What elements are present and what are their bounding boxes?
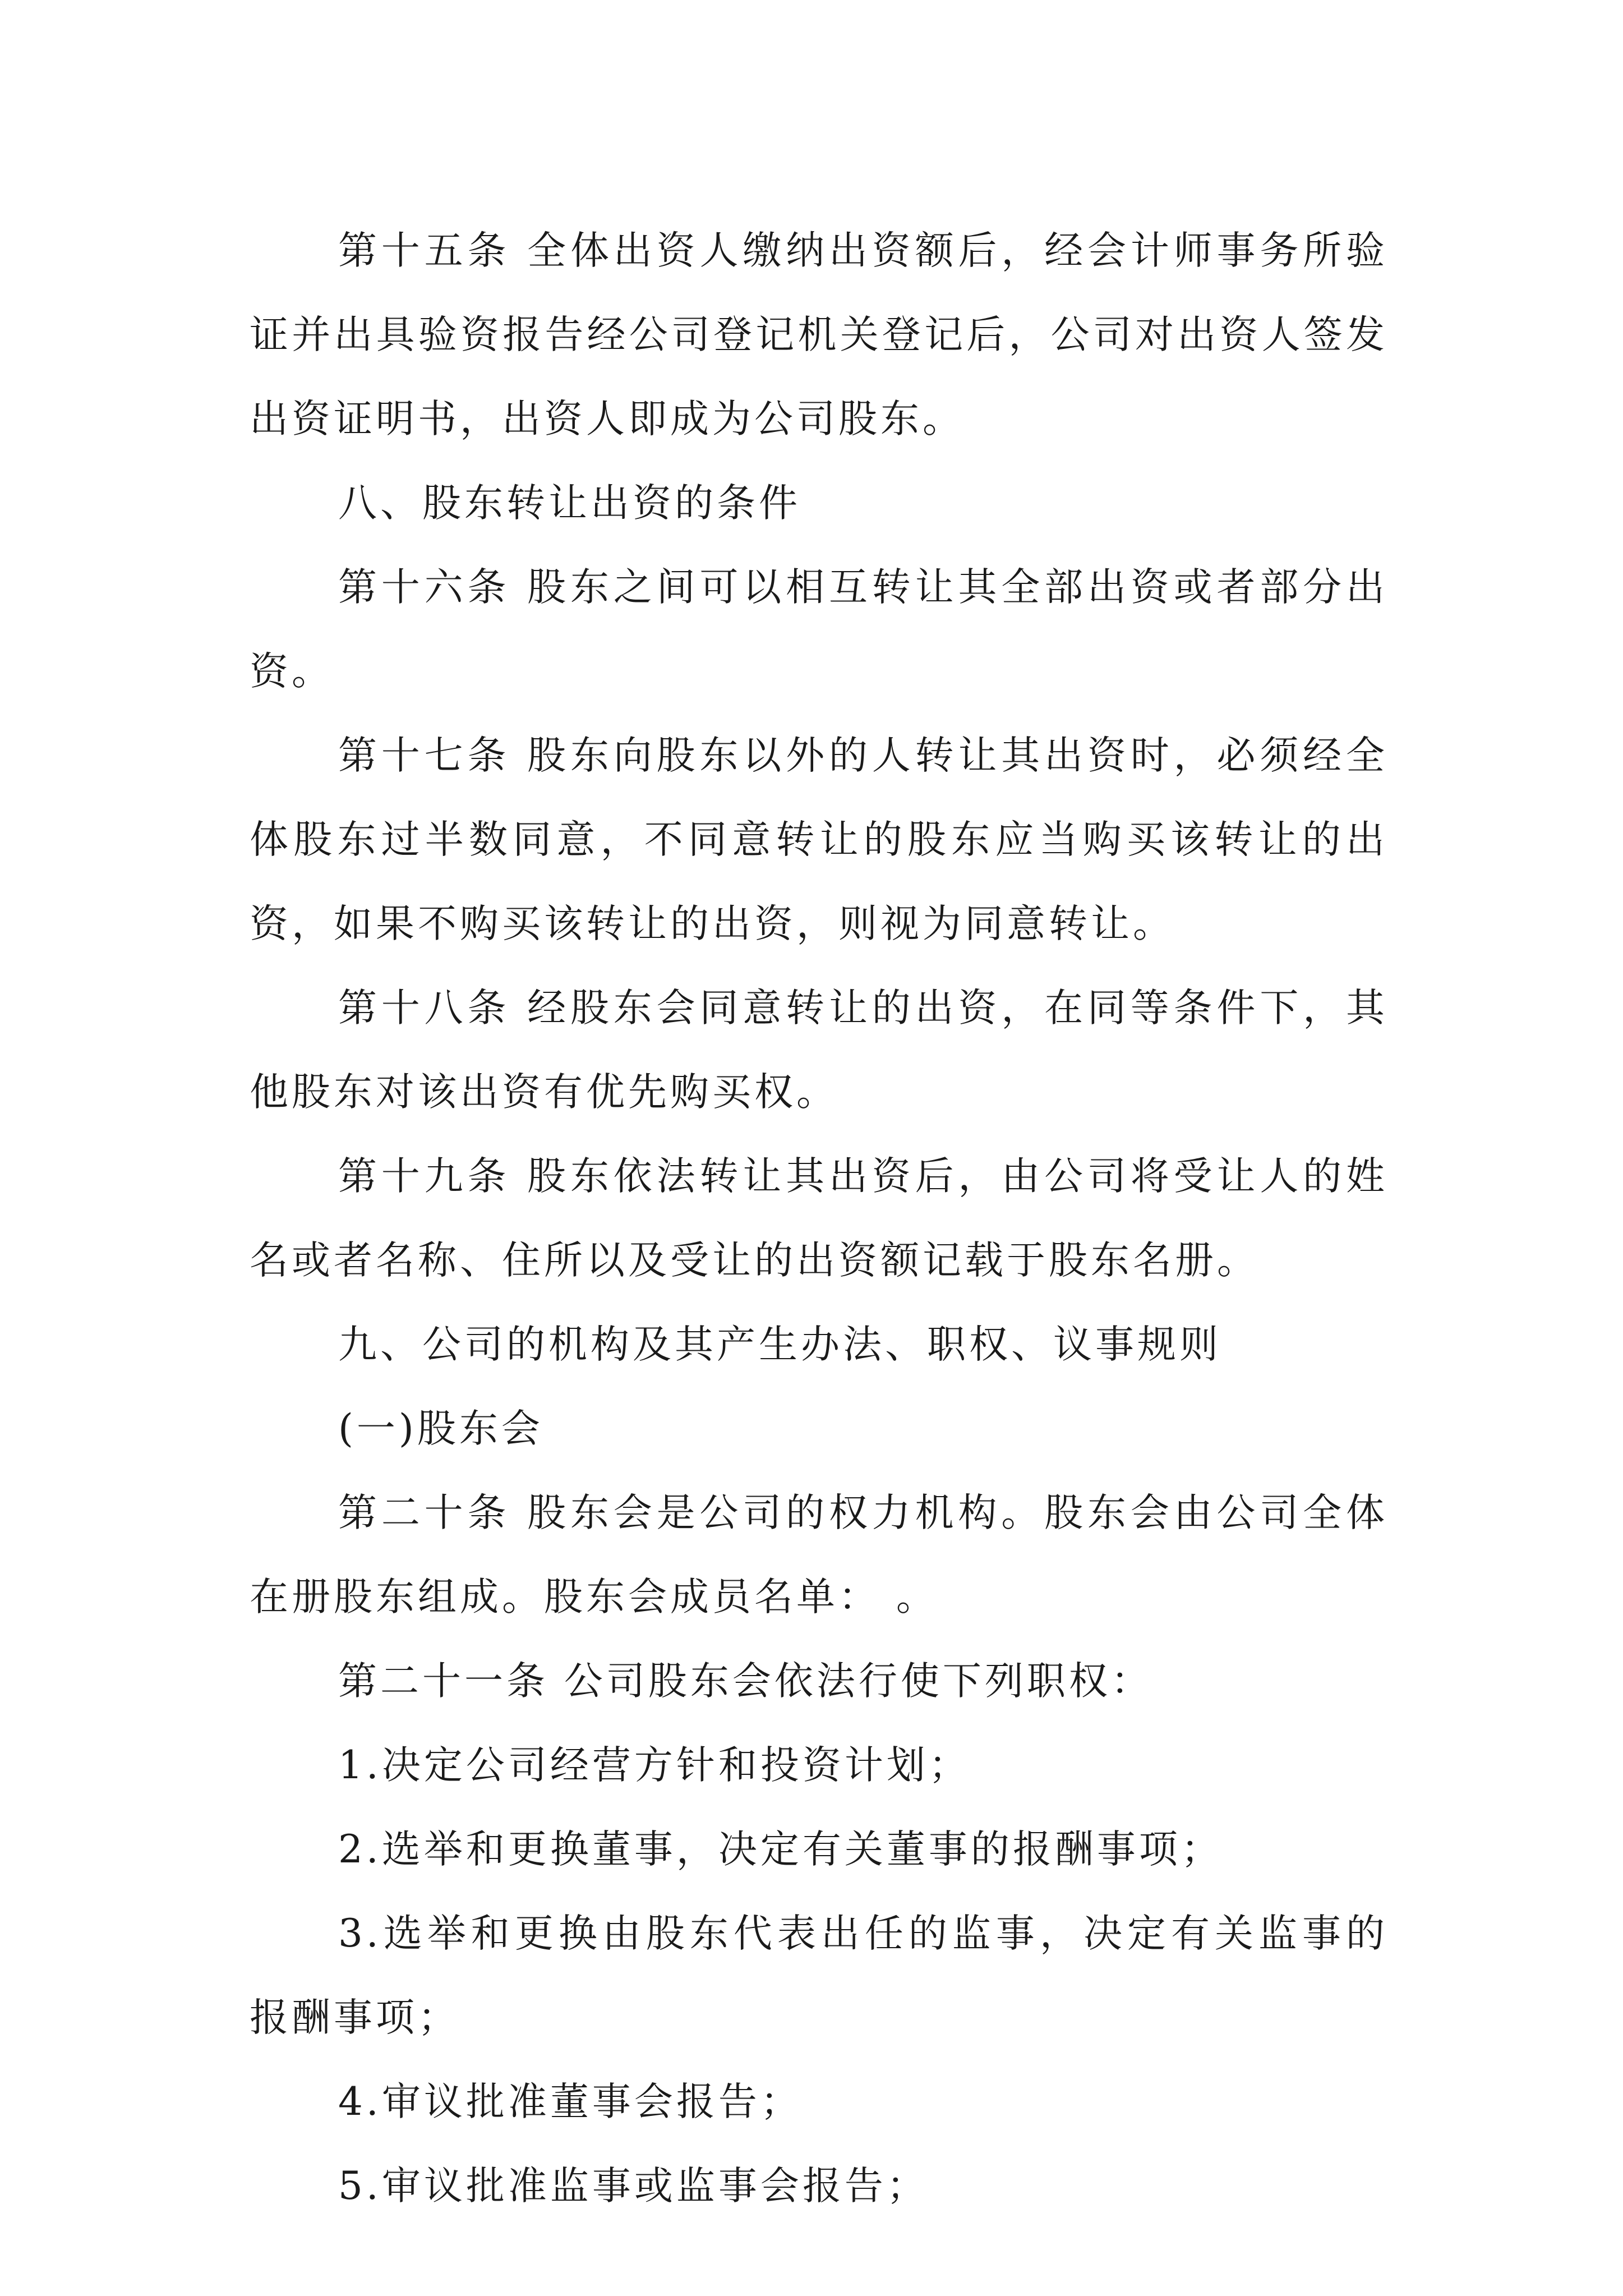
list-item-1: 1.决定公司经营方针和投资计划； bbox=[338, 1743, 971, 1788]
document-body bbox=[250, 209, 1388, 2228]
paragraph-article-21: 第二十一条 公司股东会依法行使下列职权： bbox=[338, 1659, 1153, 1704]
paragraph-article-15: 第十五条 全体出资人缴纳出资额后，经会计师事务所验证并出具验资报告经公司登记机关登记后，公司对出资人签发出资证明书，出资人即成为公司股东。 bbox=[250, 228, 1388, 441]
section-heading-8: 八、股东转让出资的条件 bbox=[338, 481, 801, 526]
list-item-5: 5.审议批准监事或监事会报告； bbox=[338, 2164, 929, 2208]
list-item-2: 2.选举和更换董事，决定有关董事的报酬事项； bbox=[338, 1827, 1223, 1872]
list-item-4: 4.审议批准董事会报告； bbox=[338, 2079, 803, 2124]
paragraph-article-18: 第十八条 经股东会同意转让的出资，在同等条件下，其他股东对该出资有优先购买权。 bbox=[250, 986, 1388, 1115]
section-heading-9: 九、公司的机构及其产生办法、职权、议事规则 bbox=[338, 1322, 1221, 1367]
paragraph-article-19: 第十九条 股东依法转让其出资后，由公司将受让人的姓名或者名称、住所以及受让的出资额记载于股东名册。 bbox=[250, 1154, 1388, 1283]
list-item-3: 3.选举和更换由股东代表出任的监事，决定有关监事的报酬事项； bbox=[250, 1911, 1388, 2040]
paragraph-article-16: 第十六条 股东之间可以相互转让其全部出资或者部分出资。 bbox=[250, 565, 1388, 694]
paragraph-article-20: 第二十条 股东会是公司的权力机构。股东会由公司全体在册股东组成。股东会成员名单： 。 bbox=[250, 1490, 1388, 1619]
subsection-heading-shareholders-meeting: (一)股东会 bbox=[338, 1406, 543, 1451]
paragraph-article-17: 第十七条 股东向股东以外的人转让其出资时，必须经全体股东过半数同意，不同意转让的股东应当购买该转让的出资，如果不购买该转让的出资，则视为同意转让。 bbox=[250, 733, 1388, 946]
